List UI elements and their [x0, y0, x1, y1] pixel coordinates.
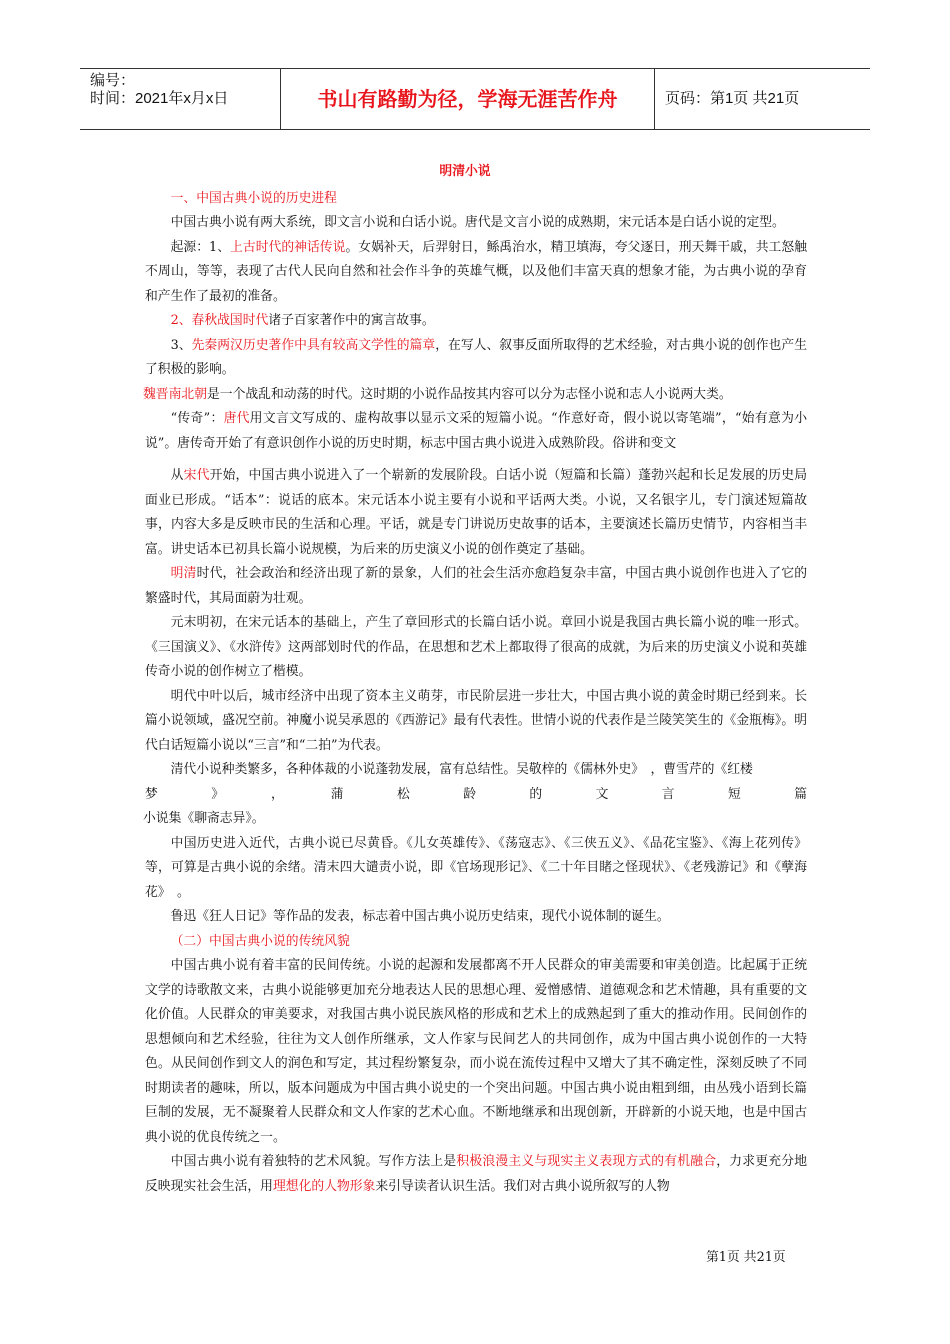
- highlight-text: 唐代: [223, 411, 250, 426]
- highlight-text: 明清: [170, 566, 197, 581]
- highlight-text: 积极浪漫主义与现实主义表现方式的有机融合: [456, 1154, 717, 1169]
- section-heading-1: 一、中国古典小说的历史进程: [170, 190, 337, 206]
- paragraph: [145, 236, 807, 310]
- header-motto: 书山有路勤为径，学海无涯苦作舟: [281, 69, 655, 129]
- text: 用文言文写成的、虚构故事以显示文采的短篇小说。“作意好奇，假小说以寄笔端”，“始有意为小说”。唐传奇开始了有意识创作小说的历史时期，标志中国古典小说进入成熟阶段。俗讲和变文: [145, 411, 807, 451]
- paragraph: 鲁迅《狂人日记》等作品的发表，标志着中国古典小说历史结束，现代小说体制的诞生。: [170, 909, 670, 924]
- text: “传奇”：: [170, 411, 224, 426]
- date-label: 时间：2021年x月x日: [90, 90, 229, 107]
- paragraph: 明代中叶以后，城市经济中出现了资本主义萌芽，市民阶层进一步壮大，中国古典小说的黄金时期已经到来。长篇小说领域，盛况空前。神魔小说吴承恩的《西游记》最有代表性。世情小说的代表作是兰陵笑笑生的《金瓶梅》。明代白话短篇小说以“三言”和“二拍”为代表。: [145, 688, 807, 753]
- paragraph: [145, 562, 807, 611]
- header-table: [80, 68, 870, 130]
- paragraph: 元末明初，在宋元话本的基础上，产生了章回形式的长篇白话小说。章回小说是我国古典长篇小说的唯一形式。《三国演义》、《水浒传》这两部划时代的作品，在思想和艺术上都取得了很高的成就，为后来的历史演义小说和英雄传奇小说的创作树立了楷模。: [145, 615, 807, 679]
- document-body: [145, 160, 807, 1199]
- text: 起源：1、: [170, 239, 231, 255]
- text: 诸子百家著作中的寓言故事。: [268, 313, 435, 328]
- highlight-text: 先秦两汉历史著作中具有较高文学性的篇章: [191, 337, 436, 353]
- paragraph: 清代小说种类繁多，各种体裁的小说蓬勃发展，富有总结性。吴敬梓的《儒林外史》 ，曹雪芹的《红楼: [170, 762, 753, 777]
- header-page-label: 页码：第1页 共21页: [665, 90, 800, 107]
- text: 从: [170, 468, 184, 483]
- page-title: 明清小说: [439, 164, 491, 179]
- paragraph: [145, 334, 807, 383]
- text: 是一个战乱和动荡的时代。这时期的小说作品按其内容可以分为志怪小说和志人小说两大类。: [206, 386, 732, 402]
- paragraph: [145, 464, 807, 562]
- paragraph-line: 小说集《聊斋志异》。: [143, 811, 265, 826]
- number-label: 编号：: [90, 72, 136, 89]
- paragraph: 中国历史进入近代，古典小说已尽黄昏。《儿女英雄传》、《荡寇志》、《三侠五义》、《品花宝鉴》、《海上花列传》等，可算是古典小说的余绪。清末四大谴责小说，即《官场现形记》、《二十年目睹之怪现状》、《老残游记》和《孽海花》 。: [145, 835, 807, 900]
- header-meta-cell: [80, 69, 281, 129]
- text: 开始，中国古典小说进入了一个崭新的发展阶段。白话小说（短篇和长篇）蓬勃兴起和长足发展的历史局面业已形成。“话本”：说话的底本。宋元话本小说主要有小说和平话两大类。小说，又名银字儿，专门演述短篇故事，内容大多是反映市民的生活和心理。平话，就是专门讲说历史故事的话本，主要演述长篇历史情节，内容相当丰富。讲史话本已初具长篇小说规模，为后来的历史演义小说的创作奠定了基础。: [145, 468, 808, 557]
- paragraph: [145, 407, 807, 456]
- text: ，力求更充分地反映现实社会生活，用: [145, 1154, 808, 1194]
- paragraph: [143, 383, 807, 408]
- page-footer: 第1页 共21页: [706, 1250, 786, 1265]
- paragraph: [145, 309, 807, 334]
- text: ，在写人、叙事反面所取得的艺术经验，对古典小说的创作也产生了积极的影响。: [145, 337, 808, 377]
- section-heading-2: （二）中国古典小说的传统风貌: [170, 933, 350, 949]
- highlight-text: 魏晋南北朝: [143, 386, 207, 402]
- paragraph: [145, 1150, 807, 1199]
- paragraph: 中国古典小说有着丰富的民间传统。小说的起源和发展都离不开人民群众的审美需要和审美创造。比起属于正统文学的诗歌散文来，古典小说能够更加充分地表达人民的思想心理、爱憎感情、道德观念和艺术情趣，具有重要的文化价值。人民群众的审美要求，对我国古典小说民族风格的形成和艺术上的成熟起到了重大的推动作用。民间创作的思想倾向和艺术经验，往往为文人创作所继承，文人作家与民间艺人的共同创作，成为中国古典小说创作的一大特色。从民间创作到文人的润色和写定，其过程纷繁复杂，而小说在流传过程中又增大了其不确定性，深刻反映了不同时期读者的趣味，所以，版本问题成为中国古典小说史的一个突出问题。中国古典小说由粗到细，由丛残小语到长篇巨制的发展，无不凝聚着人民群众和文人作家的艺术心血。不断地继承和出现创新，开辟新的小说天地，也是中国古典小说的优良传统之一。: [145, 958, 807, 1145]
- highlight-text: 上古时代的神话传说: [230, 239, 346, 255]
- text: 中国古典小说有着独特的艺术风貌。写作方法上是: [170, 1154, 457, 1169]
- text: 3、: [170, 337, 192, 353]
- highlight-text: 2、春秋战国时代: [170, 313, 269, 328]
- text: 。女娲补天，后羿射日，鲧禹治水，精卫填海，夸父逐日，刑天舞干戚，共工怒触不周山，等等，表现了古代人民向自然和社会作斗争的英雄气概，以及他们丰富天真的想象才能，为古典小说的孕育和产生作了最初的准备。: [145, 239, 808, 304]
- highlight-text: 宋代: [183, 468, 210, 483]
- highlight-text: 理想化的人物形象: [272, 1178, 376, 1194]
- text: 来引导读者认识生活。我们对古典小说所叙写的人物: [375, 1178, 670, 1194]
- paragraph: 中国古典小说有两大系统，即文言小说和白话小说。唐代是文言小说的成熟期，宋元话本是白话小说的定型。: [170, 215, 785, 230]
- text: 时代，社会政治和经济出现了新的景象，人们的社会生活亦愈趋复杂丰富，中国古典小说创作也进入了它的繁盛时代，其局面蔚为壮观。: [145, 566, 808, 606]
- paragraph-line: 梦 》 ， 蒲 松 龄 的 文 言 短 篇: [145, 786, 807, 802]
